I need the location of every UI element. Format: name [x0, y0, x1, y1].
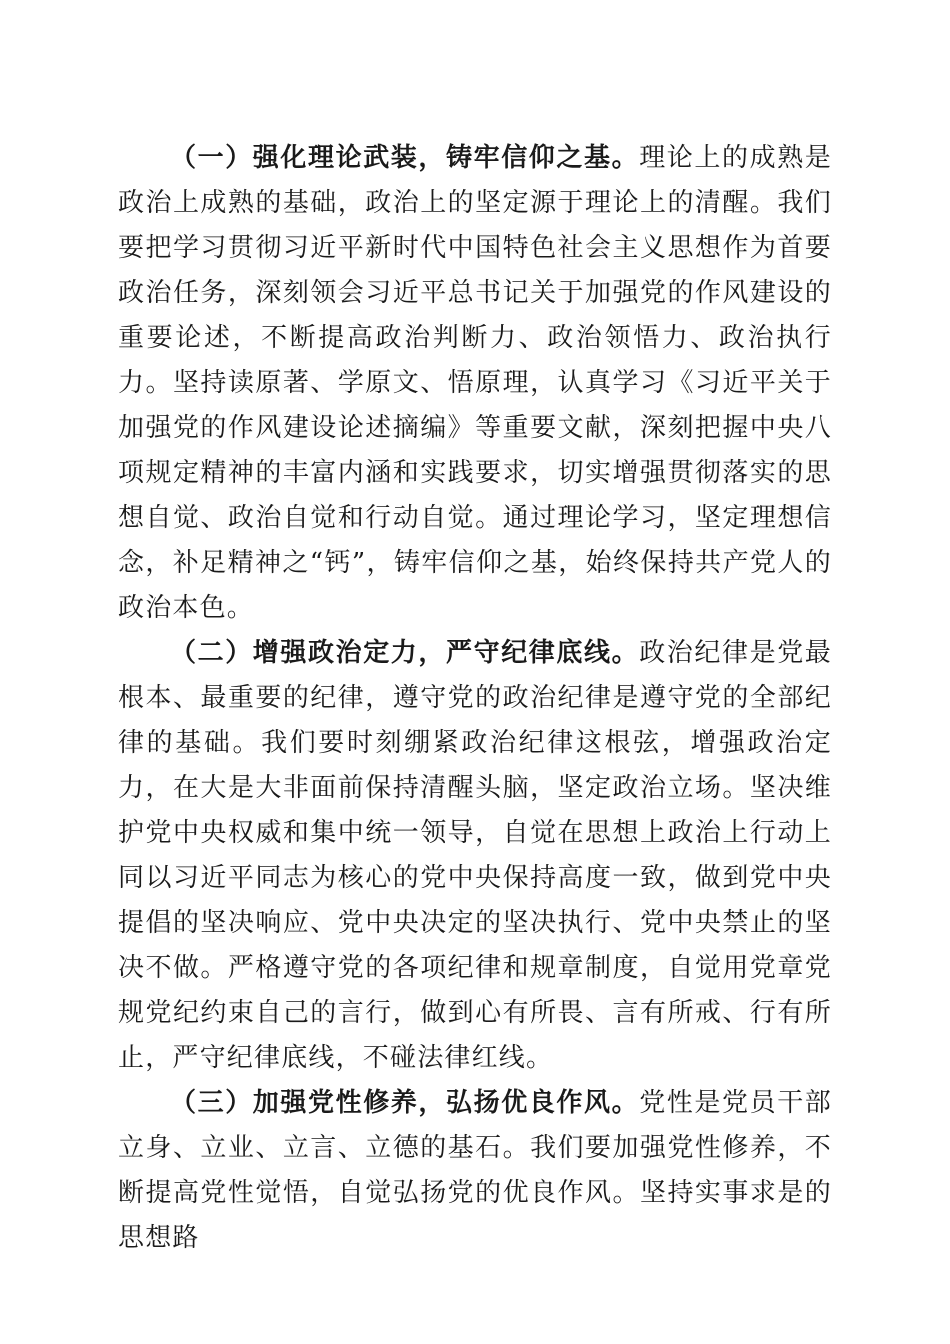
- paragraph-1-body: 理论上的成熟是政治上成熟的基础，政治上的坚定源于理论上的清醒。我们要把学习贯彻习近平新时代中国特色社会主义思想作为首要政治任务，深刻领会习近平总书记关于加强党的作风建设的重要论述，不断提高政治判断力、政治领悟力、政治执行力。坚持读原著、学原文、悟原理，认真学习《习近平关于加强党的作风建设论述摘编》等重要文献，深刻把握中央八项规定精神的丰富内涵和实践要求，切实增强贯彻落实的思想自觉、政治自觉和行动自觉。通过理论学习，坚定理想信念，补足精神之“钙”，铸牢信仰之基，始终保持共产党人的政治本色。: [118, 143, 833, 623]
- paragraph-3: [118, 1081, 832, 1261]
- paragraph-2: [118, 631, 832, 1081]
- paragraph-2-body: 政治纪律是党最根本、最重要的纪律，遵守党的政治纪律是遵守党的全部纪律的基础。我们要时刻绷紧政治纪律这根弦，增强政治定力，在大是大非面前保持清醒头脑，坚定政治立场。坚决维护党中央权威和集中统一领导，自觉在思想上政治上行动上同以习近平同志为核心的党中央保持高度一致，做到党中央提倡的坚决响应、党中央决定的坚决执行、党中央禁止的坚决不做。严格遵守党的各项纪律和规章制度，自觉用党章党规党纪约束自己的言行，做到心有所畏、言有所戒、行有所止，严守纪律底线，不碰法律红线。: [118, 638, 833, 1073]
- paragraph-2-heading: （二）增强政治定力，严守纪律底线。: [170, 638, 640, 668]
- paragraph-1: [118, 136, 832, 631]
- paragraph-3-body: 党性是党员干部立身、立业、立言、立德的基石。我们要加强党性修养，不断提高党性觉悟，自觉弘扬党的优良作风。坚持实事求是的思想路: [118, 1088, 833, 1253]
- paragraph-1-heading: （一）强化理论武装，铸牢信仰之基。: [170, 143, 640, 173]
- paragraph-3-heading: （三）加强党性修养，弘扬优良作风。: [170, 1088, 640, 1118]
